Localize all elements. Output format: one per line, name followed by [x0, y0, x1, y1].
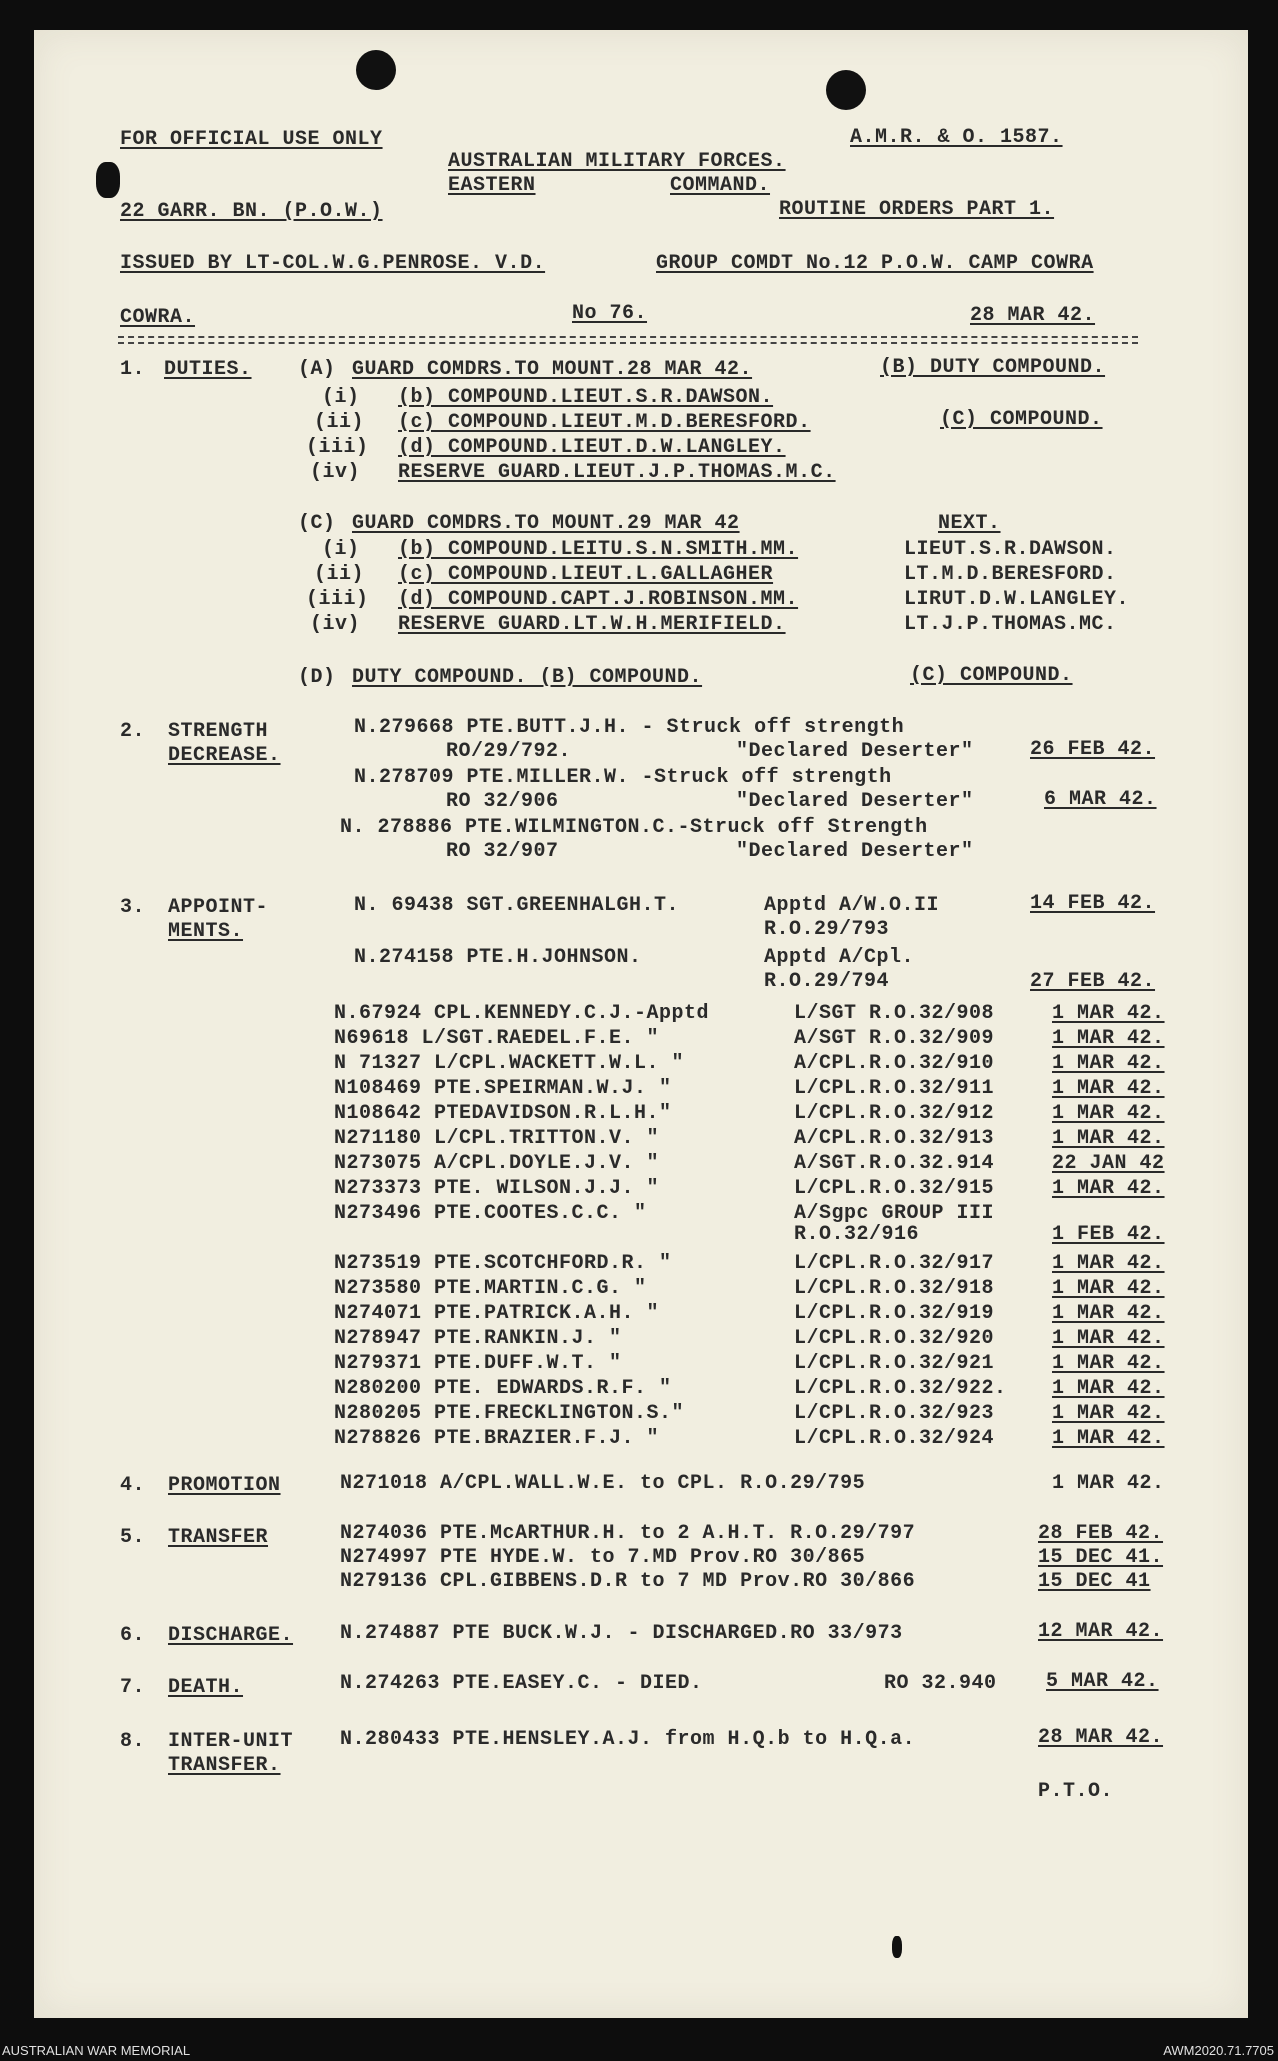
footer-institution: AUSTRALIAN WAR MEMORIAL — [2, 2043, 191, 2058]
section-number: 3. — [120, 896, 146, 919]
inter-unit-entry: N.280433 PTE.HENSLEY.A.J. from H.Q.b to H.Q.a. — [340, 1728, 916, 1751]
entry-date: 1 MAR 42. — [1052, 1052, 1165, 1075]
strength-entry: N.278709 PTE.MILLER.W. -Struck off strength — [354, 766, 892, 789]
section-title: PROMOTION — [168, 1474, 281, 1497]
appointment-role: R.O.32/916 — [794, 1223, 920, 1246]
ro-reference: RO 32/907 — [446, 840, 559, 863]
duty-compound-line: DUTY COMPOUND. (B) COMPOUND. — [352, 666, 703, 689]
deserter-note: "Declared Deserter" — [736, 790, 974, 813]
appointment-entry: N108469 PTE.SPEIRMAN.W.J. " — [334, 1077, 672, 1100]
appointment-entry: N.67924 CPL.KENNEDY.C.J.-Apptd — [334, 1002, 710, 1025]
subsection-label: (D) — [298, 666, 336, 689]
appointment-entry: N273519 PTE.SCOTCHFORD.R. " — [334, 1252, 672, 1275]
section-title: STRENGTH — [168, 720, 269, 743]
duty-compound-value: (C) COMPOUND. — [940, 408, 1103, 431]
ro-reference: R.O.29/793 — [764, 918, 890, 941]
appointment-entry: N274071 PTE.PATRICK.A.H. " — [334, 1302, 660, 1325]
entry-date: 12 MAR 42. — [1038, 1620, 1164, 1643]
guard-entry: (d) COMPOUND.LIEUT.D.W.LANGLEY. — [398, 436, 786, 459]
please-turn-over: P.T.O. — [1038, 1780, 1114, 1803]
section-number: 8. — [120, 1730, 146, 1753]
section-number: 5. — [120, 1526, 146, 1549]
entry-date: 1 MAR 42. — [1052, 1402, 1165, 1425]
appointment-role: L/CPL.R.O.32/918 — [794, 1277, 995, 1300]
item-numeral: (iii) — [306, 588, 369, 611]
entry-date: 1 MAR 42. — [1052, 1302, 1165, 1325]
deserter-note: "Declared Deserter" — [736, 840, 974, 863]
punch-hole — [826, 70, 866, 110]
appointment-role: A/CPL.R.O.32/913 — [794, 1127, 995, 1150]
next-entry: LT.M.D.BERESFORD. — [904, 563, 1117, 586]
duty-compound-next: (C) COMPOUND. — [910, 664, 1073, 687]
appointment-role: A/CPL.R.O.32/910 — [794, 1052, 995, 1075]
section-number: 1. — [120, 358, 146, 381]
appointment-role: A/Sgpc GROUP III — [794, 1202, 995, 1225]
appointment-entry: N279371 PTE.DUFF.W.T. " — [334, 1352, 622, 1375]
appointment-entry: N280200 PTE. EDWARDS.R.F. " — [334, 1377, 672, 1400]
section-number: 4. — [120, 1474, 146, 1497]
entry-date: 1 MAR 42. — [1052, 1327, 1165, 1350]
item-numeral: (iii) — [306, 436, 369, 459]
appointment-entry: N. 69438 SGT.GREENHALGH.T. — [354, 894, 680, 917]
ro-reference: RO 32.940 — [884, 1672, 997, 1695]
appointment-role: L/CPL.R.O.32/924 — [794, 1427, 995, 1450]
unit-label: 22 GARR. BN. (P.O.W.) — [120, 200, 383, 223]
appointment-entry: N273373 PTE. WILSON.J.J. " — [334, 1177, 660, 1200]
appointment-entry: N273075 A/CPL.DOYLE.J.V. " — [334, 1152, 660, 1175]
section-title: APPOINT- — [168, 896, 269, 919]
next-heading: NEXT. — [938, 512, 1001, 535]
guard-entry: (c) COMPOUND.LIEUT.L.GALLAGHER — [398, 563, 774, 586]
appointment-role: L/CPL.R.O.32/923 — [794, 1402, 995, 1425]
entry-date: 1 MAR 42. — [1052, 1002, 1165, 1025]
routine-orders-label: ROUTINE ORDERS PART 1. — [779, 198, 1055, 221]
section-number: 2. — [120, 720, 146, 743]
amr-reference: A.M.R. & O. 1587. — [850, 126, 1063, 149]
appointment-entry: N273580 PTE.MARTIN.C.G. " — [334, 1277, 647, 1300]
guard-entry: (b) COMPOUND.LEITU.S.N.SMITH.MM. — [398, 538, 799, 561]
section-title: INTER-UNIT — [168, 1730, 294, 1753]
official-use-label: FOR OFFICIAL USE ONLY — [120, 128, 383, 151]
transfer-entry: N274036 PTE.McARTHUR.H. to 2 A.H.T. R.O.29/797 — [340, 1522, 916, 1545]
group-commandant: GROUP COMDT No.12 P.O.W. CAMP COWRA — [656, 252, 1094, 275]
appointment-entry: N 71327 L/CPL.WACKETT.W.L. " — [334, 1052, 685, 1075]
entry-date: 14 FEB 42. — [1030, 892, 1156, 915]
appointment-role: L/CPL.R.O.32/917 — [794, 1252, 995, 1275]
item-numeral: (iv) — [310, 461, 361, 484]
section-title: DUTIES. — [164, 358, 252, 381]
entry-date: 6 MAR 42. — [1044, 788, 1157, 811]
entry-date: 1 MAR 42. — [1052, 1277, 1165, 1300]
entry-date: 28 MAR 42. — [1038, 1726, 1164, 1749]
guard-entry: RESERVE GUARD.LT.W.H.MERIFIELD. — [398, 613, 786, 636]
guard-entry: RESERVE GUARD.LIEUT.J.P.THOMAS.M.C. — [398, 461, 836, 484]
guard-commanders-heading: GUARD COMDRS.TO MOUNT.29 MAR 42 — [352, 512, 740, 535]
guard-entry: (d) COMPOUND.CAPT.J.ROBINSON.MM. — [398, 588, 799, 611]
place: COWRA. — [120, 306, 196, 329]
entry-date: 1 MAR 42. — [1052, 1177, 1165, 1200]
appointment-role: A/SGT.R.O.32.914 — [794, 1152, 995, 1175]
section-title: DECREASE. — [168, 744, 281, 767]
ro-reference: RO 32/906 — [446, 790, 559, 813]
entry-date: 1 MAR 42. — [1052, 1077, 1165, 1100]
appointment-role: L/CPL.R.O.32/921 — [794, 1352, 995, 1375]
entry-date: 1 MAR 42. — [1052, 1252, 1165, 1275]
appointment-entry: N108642 PTEDAVIDSON.R.L.H." — [334, 1102, 672, 1125]
subsection-label: (A) — [298, 358, 336, 381]
entry-date: 1 MAR 42. — [1052, 1027, 1165, 1050]
appointment-role: L/CPL.R.O.32/911 — [794, 1077, 995, 1100]
section-title: DEATH. — [168, 1676, 244, 1699]
appointment-entry: N280205 PTE.FRECKLINGTON.S." — [334, 1402, 685, 1425]
item-numeral: (ii) — [314, 563, 365, 586]
appointment-entry: N271180 L/CPL.TRITTON.V. " — [334, 1127, 660, 1150]
discharge-entry: N.274887 PTE BUCK.W.J. - DISCHARGED.RO 33/973 — [340, 1622, 903, 1645]
promotion-entry: N271018 A/CPL.WALL.W.E. to CPL. R.O.29/795 — [340, 1472, 866, 1495]
entry-date: 26 FEB 42. — [1030, 738, 1156, 761]
section-title: DISCHARGE. — [168, 1624, 294, 1647]
footer-accession-number: AWM2020.71.7705 — [1163, 2043, 1274, 2058]
order-date: 28 MAR 42. — [970, 304, 1096, 327]
next-entry: LIEUT.S.R.DAWSON. — [904, 538, 1117, 561]
next-entry: LT.J.P.THOMAS.MC. — [904, 613, 1117, 636]
appointment-entry: N.274158 PTE.H.JOHNSON. — [354, 946, 642, 969]
appointment-role: L/CPL.R.O.32/912 — [794, 1102, 995, 1125]
organisation-title: AUSTRALIAN MILITARY FORCES. — [448, 150, 786, 173]
appointment-role: L/CPL.R.O.32/915 — [794, 1177, 995, 1200]
guard-entry: (b) COMPOUND.LIEUT.S.R.DAWSON. — [398, 386, 774, 409]
divider — [118, 342, 1138, 344]
item-numeral: (ii) — [314, 411, 365, 434]
appointment-entry: N69618 L/SGT.RAEDEL.F.E. " — [334, 1027, 660, 1050]
item-numeral: (iv) — [310, 613, 361, 636]
appointment-role: L/CPL.R.O.32/919 — [794, 1302, 995, 1325]
appointment-role: L/CPL.R.O.32/922. — [794, 1377, 1007, 1400]
strength-entry: N.279668 PTE.BUTT.J.H. - Struck off strength — [354, 716, 905, 739]
command-label: EASTERN — [448, 174, 536, 197]
entry-date: 1 MAR 42. — [1052, 1352, 1165, 1375]
ro-reference: R.O.29/794 — [764, 970, 890, 993]
section-number: 6. — [120, 1624, 146, 1647]
appointment-entry: N278947 PTE.RANKIN.J. " — [334, 1327, 622, 1350]
entry-date: 1 MAR 42. — [1052, 1427, 1165, 1450]
punch-hole — [356, 50, 396, 90]
section-title: TRANSFER. — [168, 1754, 281, 1777]
entry-date: 1 MAR 42. — [1052, 1472, 1165, 1495]
section-title: TRANSFER — [168, 1526, 269, 1549]
appointment-entry: N273496 PTE.COOTES.C.C. " — [334, 1202, 647, 1225]
document-page — [34, 30, 1248, 2018]
transfer-entry: N274997 PTE HYDE.W. to 7.MD Prov.RO 30/865 — [340, 1546, 866, 1569]
appointment-role: A/SGT R.O.32/909 — [794, 1027, 995, 1050]
appointment-role: Apptd A/Cpl. — [764, 946, 915, 969]
entry-date: 1 FEB 42. — [1052, 1223, 1165, 1246]
transfer-entry: N279136 CPL.GIBBENS.D.R to 7 MD Prov.RO 30/866 — [340, 1570, 916, 1593]
appointment-entry: N278826 PTE.BRAZIER.F.J. " — [334, 1427, 660, 1450]
strength-entry: N. 278886 PTE.WILMINGTON.C.-Struck off Strength — [340, 816, 928, 839]
item-numeral: (i) — [322, 386, 360, 409]
ro-reference: RO/29/792. — [446, 740, 572, 763]
ink-blot — [96, 162, 120, 198]
section-title: MENTS. — [168, 920, 244, 943]
entry-date: 15 DEC 41 — [1038, 1570, 1151, 1593]
command-label: COMMAND. — [670, 174, 771, 197]
entry-date: 28 FEB 42. — [1038, 1522, 1164, 1545]
guard-entry: (c) COMPOUND.LIEUT.M.D.BERESFORD. — [398, 411, 811, 434]
appointment-role: L/SGT R.O.32/908 — [794, 1002, 995, 1025]
entry-date: 15 DEC 41. — [1038, 1546, 1164, 1569]
section-number: 7. — [120, 1676, 146, 1699]
appointment-role: L/CPL.R.O.32/920 — [794, 1327, 995, 1350]
entry-date: 22 JAN 42 — [1052, 1152, 1165, 1175]
duty-compound-heading: (B) DUTY COMPOUND. — [880, 356, 1106, 379]
next-entry: LIRUT.D.W.LANGLEY. — [904, 588, 1130, 611]
appointment-role: Apptd A/W.O.II — [764, 894, 940, 917]
issued-by: ISSUED BY LT-COL.W.G.PENROSE. V.D. — [120, 252, 546, 275]
entry-date: 5 MAR 42. — [1046, 1670, 1159, 1693]
entry-date: 27 FEB 42. — [1030, 970, 1156, 993]
entry-date: 1 MAR 42. — [1052, 1377, 1165, 1400]
item-numeral: (i) — [322, 538, 360, 561]
divider — [118, 336, 1138, 338]
order-number: No 76. — [572, 302, 648, 325]
entry-date: 1 MAR 42. — [1052, 1102, 1165, 1125]
subsection-label: (C) — [298, 512, 336, 535]
deserter-note: "Declared Deserter" — [736, 740, 974, 763]
entry-date: 1 MAR 42. — [1052, 1127, 1165, 1150]
death-entry: N.274263 PTE.EASEY.C. - DIED. — [340, 1672, 703, 1695]
ink-blot — [892, 1936, 902, 1958]
guard-commanders-heading: GUARD COMDRS.TO MOUNT.28 MAR 42. — [352, 358, 753, 381]
